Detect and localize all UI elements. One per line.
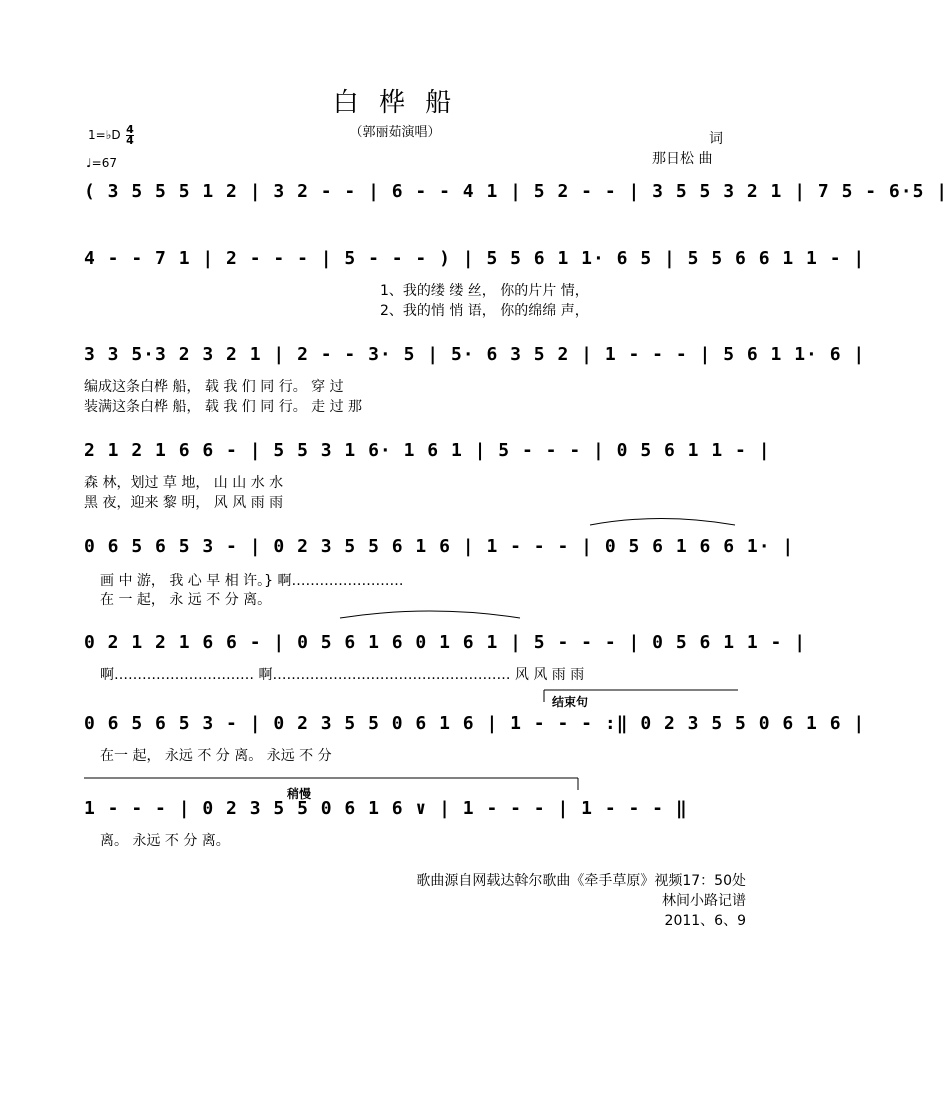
lyric-row-4-verse-2: 黑 夜，迎来 黎 明， 风 风 雨 雨: [84, 495, 284, 511]
lyric-row-5-verse-2: 在 一 起， 永 远 不 分 离。: [100, 592, 272, 608]
footer-date: 2011、6、9: [664, 913, 746, 929]
page-title: 白 桦 船: [332, 88, 458, 118]
lyric-row-8-verse-1: 离。 永远 不 分 离。: [100, 833, 230, 849]
tempo-marking: ♩=67: [86, 156, 117, 170]
footer-transcriber: 林间小路记谱: [662, 893, 746, 909]
lyric-row-2-verse-1: 1、我的缕 缕 丝， 你的片片 情，: [380, 283, 589, 299]
score-row-5: 0 6 5 6 5 3 - | 0 2 3 5 5 6 1 6 | 1 - - - | 0 5 6 1 6 6 1· |: [84, 536, 795, 557]
time-signature-bottom: 4: [126, 134, 134, 147]
lyric-row-4-verse-1: 森 林，划过 草 地， 山 山 水 水: [84, 475, 284, 491]
lyric-row-3-verse-1: 编成这条白桦 船， 载 我 们 同 行。 穿 过: [84, 379, 344, 395]
lyric-row-7-verse-1: 在一 起， 永远 不 分 离。 永远 不 分: [100, 748, 332, 764]
footer-source: 歌曲源自网载达斡尔歌曲《牵手草原》视频17：50处: [416, 873, 746, 889]
score-row-4: 2 1 2 1 6 6 - | 5 5 3 1 6· 1 6 1 | 5 - - - | 0 5 6 1 1 - |: [84, 440, 771, 461]
key-signature: 1=♭D: [88, 128, 121, 142]
time-signature-top: 4: [126, 123, 134, 136]
score-row-1: ( 3 5 5 5 1 2 | 3 2 - - | 6 - - 4 1 | 5 2 - - | 3 5 5 3 2 1 | 7 5 - 6·5 |: [84, 181, 948, 202]
score-row-8: 1 - - - | 0 2 3 5 5 0 6 1 6 ∨ | 1 - - - | 1 - - - ‖: [84, 798, 688, 819]
phrase-slur: [590, 519, 735, 526]
ending-marker: 结束句: [552, 695, 589, 709]
score-row-7: 0 6 5 6 5 3 - | 0 2 3 5 5 0 6 1 6 | 1 - - - :‖ 0 2 3 5 5 0 6 1 6 |: [84, 713, 866, 734]
score-row-3: 3 3 5·3 2 3 2 1 | 2 - - 3· 5 | 5· 6 3 5 2 | 1 - - - | 5 6 1 1· 6 |: [84, 344, 866, 365]
score-row-6: 0 2 1 2 1 6 6 - | 0 5 6 1 6 0 1 6 1 | 5 - - - | 0 5 6 1 1 - |: [84, 632, 807, 653]
lyric-row-5-verse-1: 画 中 游， 我 心 早 相 许。} 啊……………………: [100, 573, 404, 589]
lyric-row-6-verse-1: 啊………………………… 啊…………………………………………… 风 风 雨 雨: [100, 667, 585, 683]
score-row-2: 4 - - 7 1 | 2 - - - | 5 - - - ) | 5 5 6 1 1· 6 5 | 5 5 6 6 1 1 - |: [84, 248, 866, 269]
slower-marker: 稍慢: [287, 787, 312, 801]
lyric-row-2-verse-2: 2、我的悄 悄 语， 你的绵绵 声，: [380, 303, 589, 319]
lyric-row-3-verse-2: 装满这条白桦 船， 载 我 们 同 行。 走 过 那: [84, 399, 363, 415]
lyricist-credit: 词: [709, 131, 723, 147]
phrase-slur: [340, 611, 520, 618]
composer-credit: 那日松 曲: [652, 151, 713, 167]
page-subtitle: （郭丽茹演唱）: [349, 125, 441, 140]
